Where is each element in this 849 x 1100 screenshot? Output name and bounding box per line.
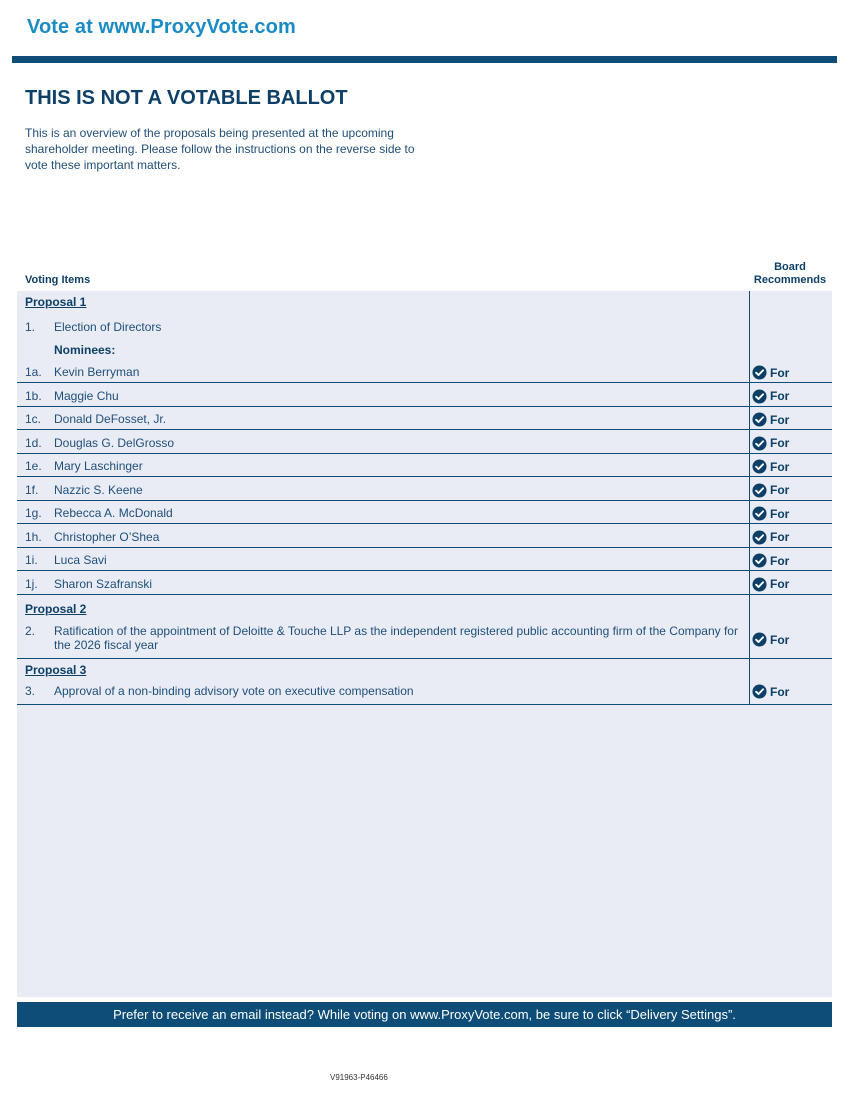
item-text: Election of Directors	[54, 320, 162, 334]
proposal-1-heading: Proposal 1	[25, 295, 87, 309]
nominee-number: 1i.	[25, 553, 38, 567]
item-number: 2.	[25, 624, 36, 638]
nominee-number: 1b.	[25, 388, 42, 403]
delivery-settings-banner: Prefer to receive an email instead? While voting on www.ProxyVote.com, be sure to click “Delivery Settings”.	[17, 1002, 832, 1027]
check-circle-icon	[752, 389, 767, 404]
board-header-line1: Board	[774, 261, 806, 273]
nominee-name: Donald DeFosset, Jr.	[54, 412, 167, 426]
item-text: Approval of a non-binding advisory vote on executive compensation	[54, 684, 414, 698]
check-circle-icon	[752, 553, 767, 568]
nominee-number: 1j.	[25, 576, 38, 591]
check-circle-icon	[752, 365, 767, 380]
nominees-label: Nominees:	[54, 343, 116, 357]
nominee-name: Maggie Chu	[54, 388, 119, 403]
nominee-name: Douglas G. DelGrosso	[54, 435, 175, 450]
nominee-row	[17, 389, 832, 407]
nominee-name: Nazzic S. Keene	[54, 482, 143, 497]
board-recommendation	[752, 412, 789, 427]
recommendation-label: For	[770, 632, 790, 647]
nominee-row	[17, 506, 832, 524]
proposal-2-heading: Proposal 2	[25, 602, 87, 616]
check-circle-icon	[752, 632, 767, 647]
board-recommendation	[752, 577, 789, 592]
board-recommendation	[752, 459, 789, 474]
proposal-2-row	[17, 624, 832, 659]
board-recommendation	[752, 684, 789, 699]
recommendation-label: For	[770, 553, 790, 568]
nominee-number: 1a.	[25, 365, 42, 379]
recommendation-label: For	[770, 577, 790, 591]
recommendation-label: For	[770, 483, 790, 497]
board-recommends-header	[750, 261, 830, 287]
nominee-name: Luca Savi	[54, 553, 107, 567]
nominee-number: 1f.	[25, 482, 39, 497]
item-number: 1.	[25, 320, 36, 334]
nominee-name: Sharon Szafranski	[54, 576, 153, 591]
recommendation-label: For	[770, 365, 790, 380]
nominee-row	[17, 530, 832, 548]
check-circle-icon	[752, 506, 767, 521]
proposal-3-row	[17, 684, 832, 705]
nominee-row	[17, 365, 832, 383]
nominee-row	[17, 412, 832, 430]
board-recommendation	[752, 483, 789, 498]
nominee-number: 1d.	[25, 435, 42, 450]
proxyvote-link[interactable]: Vote at www.ProxyVote.com	[27, 16, 296, 38]
nominee-name: Kevin Berryman	[54, 365, 140, 379]
recommendation-label: For	[770, 684, 790, 699]
check-circle-icon	[752, 530, 767, 545]
recommendation-label: For	[770, 506, 790, 521]
document-code: V91963-P46466	[330, 1073, 388, 1082]
board-recommendation	[752, 553, 789, 568]
voting-items-panel	[17, 291, 832, 997]
nominee-number: 1e.	[25, 459, 42, 473]
nominee-number: 1h.	[25, 529, 42, 544]
nominee-row	[17, 577, 832, 595]
item-text: Ratification of the appointment of Deloitte & Touche LLP as the independent registered public accounting firm of the Company for the 2026 fiscal year	[54, 624, 738, 652]
recommendation-label: For	[770, 459, 790, 474]
check-circle-icon	[752, 483, 767, 498]
recommendation-label: For	[770, 412, 790, 427]
recommendation-label: For	[770, 436, 790, 450]
board-recommendation	[752, 365, 789, 380]
board-header-line2: Recommends	[753, 274, 827, 286]
nominee-name: Mary Laschinger	[54, 459, 143, 473]
check-circle-icon	[752, 684, 767, 699]
nominee-name: Christopher O’Shea	[54, 529, 160, 544]
check-circle-icon	[752, 436, 767, 451]
check-circle-icon	[752, 577, 767, 592]
board-recommendation	[752, 632, 789, 647]
header-rule	[12, 56, 837, 63]
item-number: 3.	[25, 684, 36, 698]
nominee-row	[17, 553, 832, 571]
intro-text: This is an overview of the proposals being presented at the upcoming shareholder meeting. Please follow the instructions on the reverse side to vote these important matters.	[25, 126, 415, 172]
nominee-number: 1g.	[25, 506, 42, 520]
board-recommendation	[752, 506, 789, 521]
board-recommendation	[752, 530, 789, 545]
page-title: THIS IS NOT A VOTABLE BALLOT	[25, 87, 348, 109]
check-circle-icon	[752, 412, 767, 427]
check-circle-icon	[752, 459, 767, 474]
proposal-3-heading: Proposal 3	[25, 663, 87, 677]
nominee-row	[17, 436, 832, 454]
voting-items-header: Voting Items	[25, 274, 91, 286]
nominee-name: Rebecca A. McDonald	[54, 506, 173, 520]
nominee-row	[17, 483, 832, 501]
recommendation-label: For	[770, 389, 790, 403]
board-recommendation	[752, 389, 789, 404]
recommendation-label: For	[770, 530, 790, 544]
nominee-row	[17, 459, 832, 477]
board-recommendation	[752, 436, 789, 451]
nominee-number: 1c.	[25, 412, 42, 426]
